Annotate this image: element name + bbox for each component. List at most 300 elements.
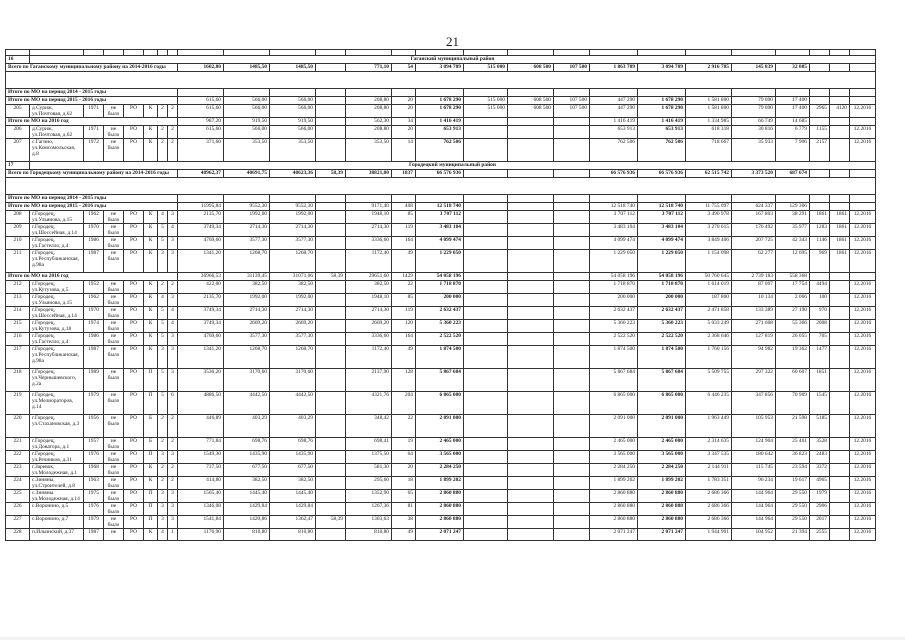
- fund-local: [554, 320, 590, 333]
- cost-total: 2 522 520: [416, 333, 464, 346]
- fund-regional: 608 500: [508, 97, 554, 105]
- area-premises: 4442,50: [224, 392, 270, 415]
- fund-owners: 2 522 520: [590, 333, 638, 346]
- build-year: 1957: [84, 438, 104, 451]
- limit-cost: [830, 170, 850, 178]
- completion-date: 12.2016: [850, 477, 876, 490]
- cost-total-2: 3 483 104: [638, 224, 686, 237]
- cost-repair: 2 368 646: [686, 333, 732, 346]
- limit-cost: [830, 139, 850, 162]
- row-label: Всего по Городецкому муниципальному району на 2014-2016 годы: [6, 170, 178, 178]
- cost-supervision: 96 234: [732, 477, 776, 490]
- limit-cost: [830, 273, 850, 281]
- area-nonresidential: [316, 392, 346, 415]
- total-area: 987,20: [178, 118, 224, 126]
- area-owned: 1172,40: [346, 250, 392, 273]
- fund-federal: [464, 307, 508, 320]
- cost-supervision: 87 097: [732, 281, 776, 294]
- house-address: д.Суриж, ул.Почтовая, д.62: [30, 126, 84, 139]
- wall-material: К: [144, 126, 158, 139]
- unit-cost: 3372: [810, 464, 830, 477]
- fund-regional: 608 500: [508, 105, 554, 118]
- cost-other: 558 368: [776, 273, 810, 281]
- residents: [392, 195, 416, 203]
- fund-regional: [508, 333, 554, 346]
- area-premises: [224, 195, 270, 203]
- cost-supervision: 127 819: [732, 333, 776, 346]
- area-premises: 1429,84: [224, 503, 270, 516]
- cost-other: 25 461: [776, 438, 810, 451]
- cost-total: 3 094 709: [416, 64, 464, 72]
- fund-local: [554, 392, 590, 415]
- area-residential: 31071,06: [270, 273, 316, 281]
- unit-cost: 1851: [810, 369, 830, 392]
- limit-cost: 1861: [830, 211, 850, 224]
- area-owned: 295,60: [346, 477, 392, 490]
- fund-owners: 6 865 000: [590, 392, 638, 415]
- fund-regional: [508, 490, 554, 503]
- fund-regional: [508, 195, 554, 203]
- area-residential: 2714,30: [270, 224, 316, 237]
- area-owned: 1948,10: [346, 294, 392, 307]
- repair-type: РО: [124, 369, 144, 392]
- entrances-count: 3: [168, 211, 178, 224]
- residents: 22: [392, 415, 416, 438]
- area-nonresidential: [316, 333, 346, 346]
- row-number: 225: [6, 490, 30, 503]
- cost-total: 3 707 112: [416, 211, 464, 224]
- repair-flag: не было: [104, 307, 124, 320]
- area-residential: 677,50: [270, 464, 316, 477]
- repair-type: РО: [124, 211, 144, 224]
- fund-federal: [464, 237, 508, 250]
- floors-count: 3: [158, 503, 168, 516]
- area-residential: 1268,70: [270, 250, 316, 273]
- build-year: 1972: [84, 139, 104, 162]
- repair-type: РО: [124, 451, 144, 464]
- cost-repair: 1 581 800: [686, 97, 732, 105]
- cost-other: 60 607: [776, 369, 810, 392]
- area-premises: 382,50: [224, 281, 270, 294]
- area-nonresidential: [316, 281, 346, 294]
- repair-type: РО: [124, 105, 144, 118]
- fund-local: [554, 281, 590, 294]
- fund-local: [554, 250, 590, 273]
- repair-type: РО: [124, 490, 144, 503]
- cost-other: [776, 195, 810, 203]
- completion-date: 12.2016: [850, 139, 876, 162]
- build-year: 1963: [84, 477, 104, 490]
- area-nonresidential: [316, 477, 346, 490]
- entrances-count: 3: [168, 503, 178, 516]
- fund-federal: [464, 126, 508, 139]
- fund-owners: 54 058 196: [590, 273, 638, 281]
- total-area: 737,50: [178, 464, 224, 477]
- table-row-house: [6, 490, 876, 503]
- table-cell: [6, 72, 876, 89]
- wall-material: К: [144, 105, 158, 118]
- table-row-subtotal: [6, 118, 876, 126]
- limit-cost: 1861: [830, 250, 850, 273]
- row-number: 213: [6, 294, 30, 307]
- limit-cost: [830, 89, 850, 97]
- total-area: 3749,34: [178, 320, 224, 333]
- floors-count: 3: [158, 516, 168, 529]
- area-residential: 566,00: [270, 105, 316, 118]
- wall-material: К: [144, 224, 158, 237]
- area-premises: 566,00: [224, 97, 270, 105]
- wall-material: П: [144, 392, 158, 415]
- table-row-house: [6, 126, 876, 139]
- repair-type: РО: [124, 320, 144, 333]
- fund-owners: 2 860 880: [590, 516, 638, 529]
- page-number: 21: [446, 34, 459, 49]
- fund-owners: 1 718 870: [590, 281, 638, 294]
- cost-repair: 1 334 985: [686, 118, 732, 126]
- table-row-house: [6, 369, 876, 392]
- fund-regional: [508, 118, 554, 126]
- cost-total: 1 718 870: [416, 281, 464, 294]
- repair-type: РО: [124, 438, 144, 451]
- fund-federal: [464, 333, 508, 346]
- cost-total: 2 465 000: [416, 438, 464, 451]
- repair-flag: не было: [104, 139, 124, 162]
- house-address: г.Городец, ул.Республиканская, д.98а: [30, 250, 84, 273]
- completion-date: [850, 97, 876, 105]
- total-area: 446,89: [178, 415, 224, 438]
- fund-owners: 653 913: [590, 126, 638, 139]
- area-owned: 1267,36: [346, 503, 392, 516]
- cost-repair: 3 849 406: [686, 237, 732, 250]
- fund-local: [554, 211, 590, 224]
- entrances-count: 2: [168, 415, 178, 438]
- table-row-house: [6, 139, 876, 162]
- residents: 1429: [392, 273, 416, 281]
- area-premises: 566,00: [224, 105, 270, 118]
- area-owned: 208,80: [346, 97, 392, 105]
- fund-regional: [508, 320, 554, 333]
- unit-cost: 4965: [810, 477, 830, 490]
- area-residential: 3577,30: [270, 333, 316, 346]
- fund-federal: [464, 118, 508, 126]
- area-premises: 2714,30: [224, 224, 270, 237]
- area-nonresidential: [316, 415, 346, 438]
- floors-count: 2: [158, 126, 168, 139]
- area-nonresidential: [316, 307, 346, 320]
- fund-owners: 5 360 223: [590, 320, 638, 333]
- repair-flag: не было: [104, 105, 124, 118]
- fund-regional: [508, 464, 554, 477]
- limit-cost: [830, 320, 850, 333]
- floors-count: 5: [158, 369, 168, 392]
- cost-total-2: 2 091 000: [638, 415, 686, 438]
- completion-date: 12.2016: [850, 490, 876, 503]
- row-number: 220: [6, 415, 30, 438]
- house-address: г.Городец, ул.Ульянова, д.15: [30, 294, 84, 307]
- fund-federal: [464, 438, 508, 451]
- cost-other: 29 550: [776, 490, 810, 503]
- row-label: Итого по МО на период 2015 - 2016 годы: [6, 97, 178, 105]
- total-area: 4886,50: [178, 392, 224, 415]
- area-residential: 919,50: [270, 118, 316, 126]
- limit-cost: [830, 415, 850, 438]
- repair-flag: не было: [104, 237, 124, 250]
- fund-federal: [464, 415, 508, 438]
- floors-count: 4: [158, 529, 168, 541]
- area-residential: 1485,50: [270, 64, 316, 72]
- house-address: г.Городец, ул.Чернышевского, д.2а: [30, 369, 84, 392]
- cost-repair: 618 318: [686, 126, 732, 139]
- fund-owners: 447 290: [590, 105, 638, 118]
- fund-local: [554, 170, 590, 178]
- total-area: 1549,30: [178, 451, 224, 464]
- completion-date: [850, 273, 876, 281]
- unit-cost: 1861: [810, 211, 830, 224]
- total-area: 2135,70: [178, 294, 224, 307]
- entrances-count: 4: [168, 307, 178, 320]
- cost-total-2: [638, 89, 686, 97]
- cost-total-2: 1 874 500: [638, 346, 686, 369]
- total-area: 1176,90: [178, 529, 224, 541]
- area-premises: 382,50: [224, 477, 270, 490]
- area-nonresidential: [316, 438, 346, 451]
- fund-owners: 2 091 000: [590, 415, 638, 438]
- build-year: 1956: [84, 415, 104, 438]
- cost-repair: 2 686 366: [686, 516, 732, 529]
- area-owned: 810,80: [346, 529, 392, 541]
- cost-supervision: 176 492: [732, 224, 776, 237]
- row-number: 228: [6, 529, 30, 541]
- fund-local: [554, 195, 590, 203]
- unit-cost: 5185: [810, 415, 830, 438]
- area-premises: 1992,00: [224, 294, 270, 307]
- completion-date: [850, 64, 876, 72]
- area-owned: 2714,30: [346, 224, 392, 237]
- completion-date: [850, 89, 876, 97]
- floors-count: 3: [158, 250, 168, 273]
- row-number: 223: [6, 464, 30, 477]
- cost-supervision: 66 749: [732, 118, 776, 126]
- cost-repair: 1 944 901: [686, 529, 732, 541]
- fund-owners: 447 290: [590, 97, 638, 105]
- row-label: Итого по МО на период 2014 - 2015 годы: [6, 195, 178, 203]
- fund-owners: 4 099 474: [590, 237, 638, 250]
- row-number: 218: [6, 369, 30, 392]
- table-row-house: [6, 464, 876, 477]
- cost-total: 2 860 880: [416, 503, 464, 516]
- limit-cost: [830, 451, 850, 464]
- cost-total: 1 899 202: [416, 477, 464, 490]
- unit-cost: 2906: [810, 503, 830, 516]
- house-address: г.Городец, ул.Ульянова, д.15: [30, 211, 84, 224]
- unit-cost: 1146: [810, 237, 830, 250]
- cost-repair: 2 686 366: [686, 490, 732, 503]
- house-address: с.Зиняны, ул.Строителей, д.8: [30, 477, 84, 490]
- wall-material: К: [144, 250, 158, 273]
- fund-local: 107 500: [554, 105, 590, 118]
- wall-material: К: [144, 529, 158, 541]
- area-residential: 810,80: [270, 529, 316, 541]
- fund-owners: 3 565 000: [590, 451, 638, 464]
- floors-count: 2: [158, 415, 168, 438]
- repair-flag: не было: [104, 346, 124, 369]
- completion-date: 12.2016: [850, 503, 876, 516]
- area-residential: 403,29: [270, 415, 316, 438]
- build-year: 1971: [84, 105, 104, 118]
- entrances-count: 2: [168, 281, 178, 294]
- total-area: [178, 195, 224, 203]
- cost-supervision: 10 134: [732, 294, 776, 307]
- floors-count: 5: [158, 237, 168, 250]
- area-owned: 208,80: [346, 105, 392, 118]
- cost-repair: 5 033 249: [686, 320, 732, 333]
- completion-date: 12.2016: [850, 464, 876, 477]
- cost-other: 687 674: [776, 170, 810, 178]
- cost-total-2: 2 632 437: [638, 307, 686, 320]
- cost-supervision: 104 952: [732, 529, 776, 541]
- fund-owners: 1 874 500: [590, 346, 638, 369]
- unit-cost: 2157: [810, 139, 830, 162]
- area-nonresidential: [316, 503, 346, 516]
- cost-total-2: 2 860 880: [638, 490, 686, 503]
- house-address: п.Ильинский, д.37: [30, 529, 84, 541]
- fund-owners: 2 071 247: [590, 529, 638, 541]
- cost-total-2: 1 899 202: [638, 477, 686, 490]
- cost-total: [416, 195, 464, 203]
- floors-count: 2: [158, 477, 168, 490]
- residents: 204: [392, 392, 416, 415]
- area-nonresidential: [316, 369, 346, 392]
- completion-date: 12.2016: [850, 250, 876, 273]
- fund-local: [554, 516, 590, 529]
- fund-local: [554, 477, 590, 490]
- fund-regional: [508, 392, 554, 415]
- table-row-subtotal: [6, 89, 876, 97]
- wall-material: П: [144, 490, 158, 503]
- unit-cost: 1477: [810, 346, 830, 369]
- repair-flag: не было: [104, 477, 124, 490]
- row-number: 206: [6, 126, 30, 139]
- cost-total-2: 1 229 050: [638, 250, 686, 273]
- cost-repair: 3 347 535: [686, 451, 732, 464]
- table-row-house: [6, 333, 876, 346]
- cost-other: 32 085: [776, 64, 810, 72]
- repair-type: РО: [124, 464, 144, 477]
- total-area: 1565,40: [178, 490, 224, 503]
- repair-type: РО: [124, 503, 144, 516]
- cost-other: 27 190: [776, 307, 810, 320]
- house-address: г.Городец, ул.Шоссейная, д.14: [30, 224, 84, 237]
- fund-owners: 3 707 112: [590, 211, 638, 224]
- cost-total: 2 860 880: [416, 490, 464, 503]
- area-residential: 4442,50: [270, 392, 316, 415]
- fund-owners: 2 465 000: [590, 438, 638, 451]
- table-cell: [6, 178, 876, 195]
- repair-type: РО: [124, 139, 144, 162]
- unit-cost: 2008: [810, 320, 830, 333]
- cost-other: 36 823: [776, 451, 810, 464]
- cost-repair: 11 755 097: [686, 203, 732, 211]
- total-area: 615,60: [178, 105, 224, 118]
- table-row-subtotal: [6, 97, 876, 105]
- residents: 18: [392, 477, 416, 490]
- table-row-region: [6, 56, 876, 64]
- wall-material: К: [144, 346, 158, 369]
- table-row-house: [6, 105, 876, 118]
- cost-other: 55 366: [776, 320, 810, 333]
- fund-regional: [508, 89, 554, 97]
- area-nonresidential: [316, 139, 346, 162]
- house-address: г.Городец, ул.Республиканская, д.98а: [30, 346, 84, 369]
- repair-type: РО: [124, 294, 144, 307]
- residents: 22: [392, 281, 416, 294]
- cost-other: 14 685: [776, 118, 810, 126]
- cost-total: 3 565 000: [416, 451, 464, 464]
- cost-total: 5 867 684: [416, 369, 464, 392]
- floors-count: 2: [158, 438, 168, 451]
- cost-total-2: 5 867 684: [638, 369, 686, 392]
- fund-local: [554, 415, 590, 438]
- fund-owners: 2 632 437: [590, 307, 638, 320]
- cost-total-2: 762 506: [638, 139, 686, 162]
- residents: 14: [392, 139, 416, 162]
- area-owned: 2714,30: [346, 307, 392, 320]
- floors-count: 2: [158, 464, 168, 477]
- repair-flag: не было: [104, 503, 124, 516]
- area-nonresidential: [316, 451, 346, 464]
- fund-local: [554, 294, 590, 307]
- row-number: 209: [6, 224, 30, 237]
- area-premises: 3577,30: [224, 333, 270, 346]
- limit-cost: [830, 281, 850, 294]
- total-area: 1346,08: [178, 503, 224, 516]
- completion-date: 12.2016: [850, 281, 876, 294]
- area-premises: 3170,60: [224, 369, 270, 392]
- limit-cost: 1861: [830, 224, 850, 237]
- total-area: 1341,20: [178, 346, 224, 369]
- limit-cost: [830, 126, 850, 139]
- cost-total-2: 2 284 250: [638, 464, 686, 477]
- cost-supervision: 145 839: [732, 64, 776, 72]
- total-area: 4769,60: [178, 333, 224, 346]
- entrances-count: 3: [168, 250, 178, 273]
- area-nonresidential: [316, 224, 346, 237]
- floors-count: 2: [158, 281, 168, 294]
- unit-cost: 2017: [810, 516, 830, 529]
- wall-material: П: [144, 451, 158, 464]
- row-number: 215: [6, 320, 30, 333]
- repair-flag: не было: [104, 281, 124, 294]
- table-body: [6, 50, 876, 541]
- cost-total-2: [638, 195, 686, 203]
- cost-supervision: 105 953: [732, 415, 776, 438]
- fund-owners: 66 576 936: [590, 170, 638, 178]
- cost-other: 26 055: [776, 333, 810, 346]
- cost-supervision: 124 904: [732, 438, 776, 451]
- area-owned: 2137,90: [346, 369, 392, 392]
- completion-date: 12.2016: [850, 415, 876, 438]
- cost-total-2: 12 518 740: [638, 203, 686, 211]
- cost-supervision: 347 856: [732, 392, 776, 415]
- fund-regional: [508, 211, 554, 224]
- unit-cost: 100: [810, 294, 830, 307]
- cost-total: 12 518 740: [416, 203, 464, 211]
- area-owned: 348,42: [346, 415, 392, 438]
- completion-date: 12.2016: [850, 237, 876, 250]
- build-year: 1979: [84, 392, 104, 415]
- unit-cost: [810, 170, 830, 178]
- cost-repair: [686, 89, 732, 97]
